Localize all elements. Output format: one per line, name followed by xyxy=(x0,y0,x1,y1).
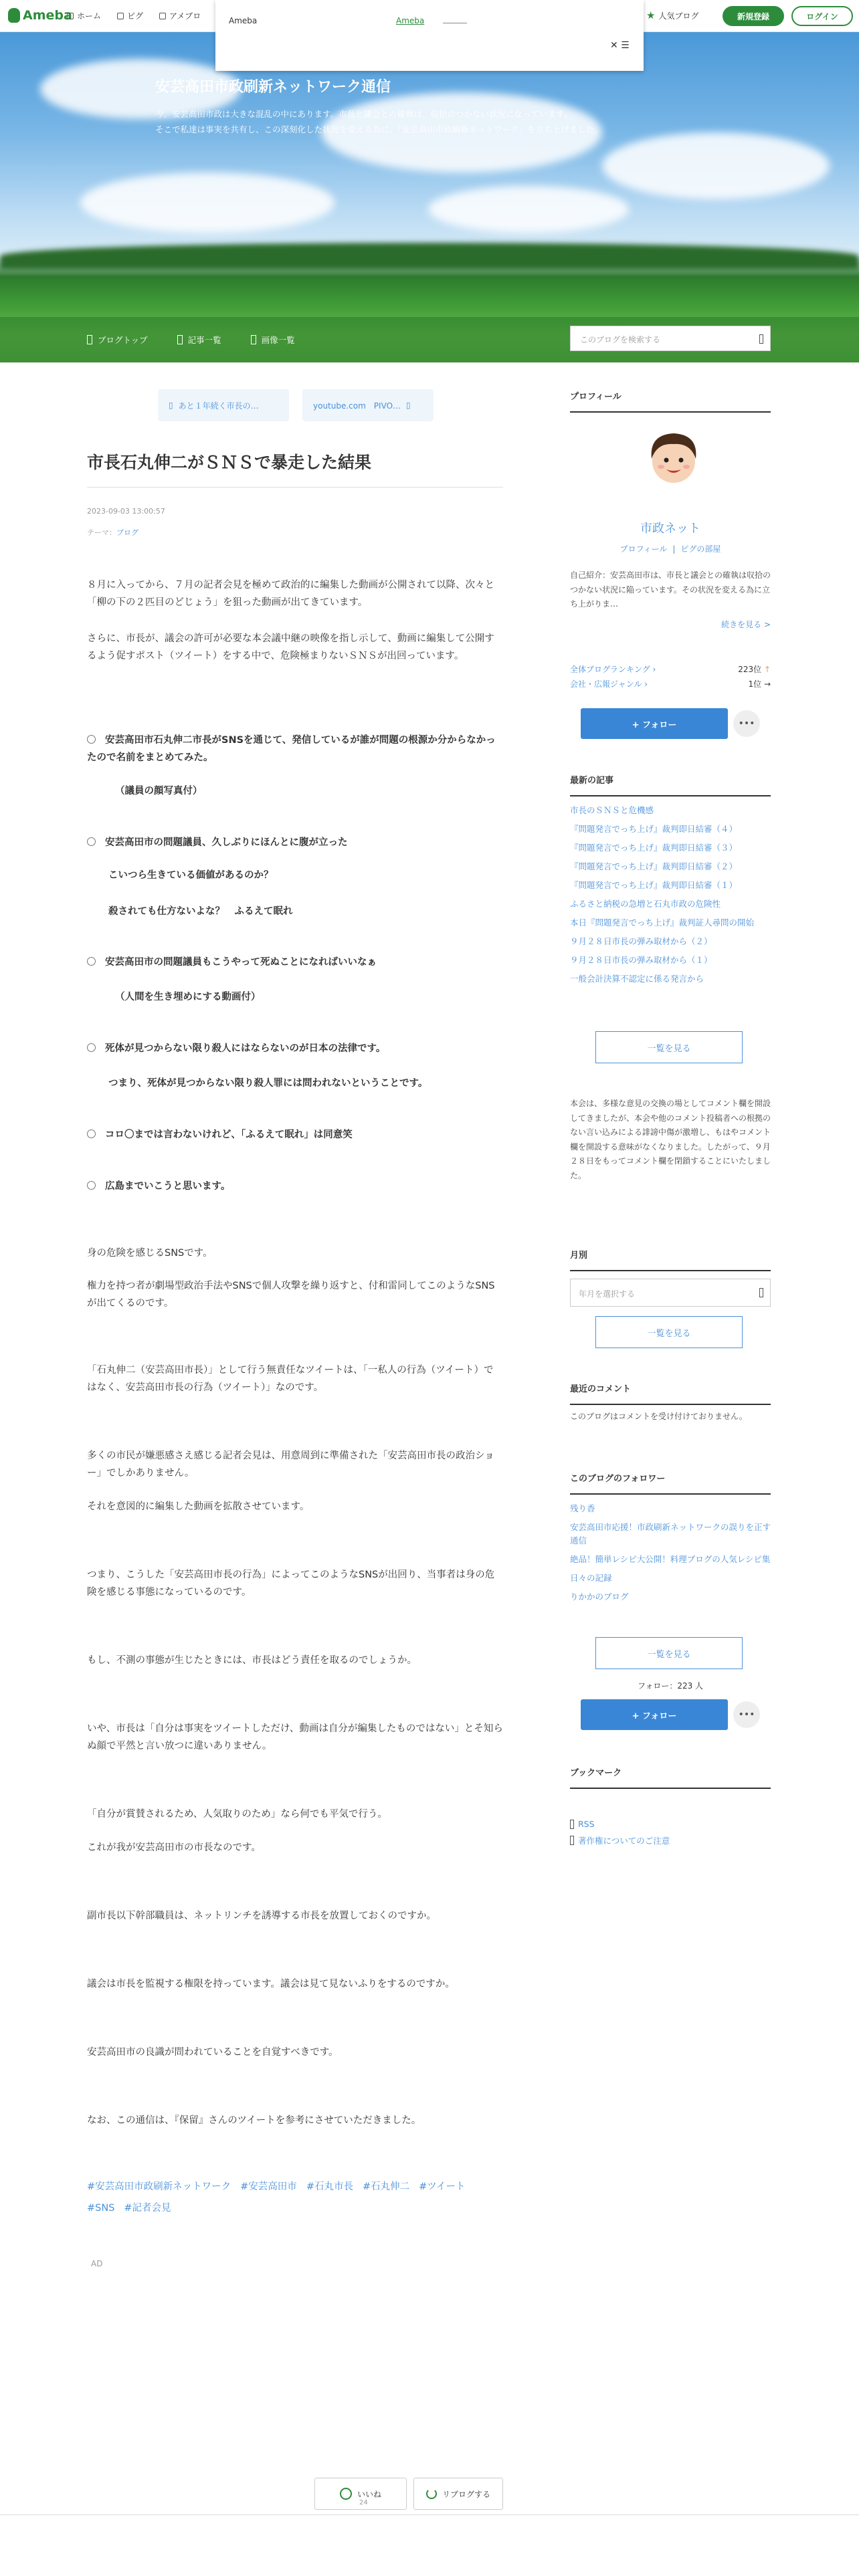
blog-description-line: 今、安芸高田市政は大きな混乱の中にあります。市長と議会との確執は、収拾のつかない状況になっています。 xyxy=(155,109,573,119)
month-select-placeholder: 年月を選択する xyxy=(579,1289,636,1299)
hashtag[interactable]: #安芸高田市 xyxy=(240,2181,297,2192)
recent-entry-link[interactable]: 『問題発言でっち上げ』裁判即日結審（１） xyxy=(570,880,738,890)
copyright-link[interactable] xyxy=(570,1834,771,1846)
recent-all-button[interactable]: 一覧を見る xyxy=(595,1031,743,1063)
home-icon xyxy=(67,13,74,19)
follower-link[interactable]: りかかのブログ xyxy=(570,1592,629,1602)
hashtag[interactable]: #SNS xyxy=(87,2202,115,2214)
more-options-button[interactable]: ••• xyxy=(733,710,760,737)
bullet-icon xyxy=(87,1043,96,1052)
followers-all-button[interactable]: 一覧を見る xyxy=(595,1637,743,1669)
quoted-sns-note: （議員の顔写真付） xyxy=(115,786,203,796)
bullet-icon xyxy=(87,1130,96,1138)
cloud-shape xyxy=(602,132,830,199)
chevron-left-icon: ▯ xyxy=(169,401,173,410)
post-paragraph: 多くの市民が嫌悪感さえ感じる記者会見は、用意周到に準備された「安芸高田市長の政治ショー」でしかありません。 xyxy=(87,1451,494,1479)
quoted-sns-text: コロ〇までは言わないけれど、「ふるえて眠れ」は同意笑 xyxy=(105,1130,353,1140)
prev-entry-label: あと１年続く市長の… xyxy=(178,401,259,411)
search-icon[interactable] xyxy=(759,334,763,344)
post-paragraph: 「石丸伸二（安芸高田市長）」として行う無責任なツイートは、「一私人の行為（ツイート）ではなく、安芸高田市長の行為（ツイート）」なのです。 xyxy=(87,1365,494,1394)
post-paragraph: 安芸高田市の良識が問われていることを自覚すべきです。 xyxy=(87,2047,339,2058)
post-paragraph: いや、市長は「自分は事実をツイートしただけ、動画は自分が編集したものではない」とそ知らぬ顔で平然と言い放つに違いありません。 xyxy=(87,1723,503,1752)
recent-entry-link[interactable]: 『問題発言でっち上げ』裁判即日結審（４） xyxy=(570,824,738,834)
search-placeholder: このブログを検索する xyxy=(580,335,661,344)
list-icon xyxy=(177,335,183,344)
rss-link[interactable] xyxy=(570,1819,771,1829)
tree-line xyxy=(0,243,859,270)
ad-overlay-label: Ameba xyxy=(229,16,258,25)
follow-button[interactable]: + フォロー xyxy=(581,1699,728,1730)
quoted-sns-note: こいつら生きている価値があるのか？ xyxy=(108,870,274,881)
recent-entries-heading: 最新の記事 xyxy=(570,773,771,796)
quoted-sns-item xyxy=(87,732,503,766)
profile-avatar[interactable] xyxy=(637,420,710,494)
recent-entry-link[interactable]: 一般会計決算不認定に係る発言から xyxy=(570,974,704,984)
bullet-icon xyxy=(87,837,96,846)
reblog-button[interactable] xyxy=(413,2478,503,2510)
login-button[interactable]: ログイン xyxy=(791,6,853,26)
bookmark-label: 著作権についてのご注意 xyxy=(578,1836,670,1846)
recent-entry-link[interactable]: 『問題発言でっち上げ』裁判即日結審（２） xyxy=(570,861,738,871)
quoted-sns-text: 広島までいこうと思います。 xyxy=(105,1181,231,1192)
ranking-genre[interactable]: 会社・広報ジャンル › 1位 → xyxy=(570,679,771,689)
quoted-sns-text: 安芸高田市の問題議員、久しぶりにほんとに腹が立った xyxy=(105,837,348,848)
post-paragraph: なお、この通信は、『保留』さんのツイートを参考にさせていただきました。 xyxy=(87,2115,421,2126)
ad-close-icon[interactable]: ✕ ☰ xyxy=(610,40,630,51)
post-paragraph: ８月に入ってから、７月の記者会見を極めて政治的に編集した動画が公開されて以降、次々と「柳の下の２匹目のどじょう」を狙った動画が出てきています。 xyxy=(87,580,494,609)
reaction-bar xyxy=(314,2478,503,2510)
cloud-shape xyxy=(80,173,335,233)
recent-entry-link[interactable]: 『問題発言でっち上げ』裁判即日結審（３） xyxy=(570,843,738,853)
nav-pigg[interactable]: ピグ xyxy=(117,10,143,21)
bookmark-heading: ブックマーク xyxy=(570,1765,771,1789)
nav-home[interactable]: ホーム xyxy=(67,10,101,21)
hashtag[interactable]: #石丸市長 xyxy=(306,2181,353,2192)
ameblo-icon xyxy=(159,13,166,19)
popular-blog-label: 人気ブログ xyxy=(658,11,699,21)
ad-overlay-link[interactable]: Ameba xyxy=(396,16,425,25)
arrow-right-icon: → xyxy=(763,679,771,689)
ranking-label: 会社・広報ジャンル xyxy=(570,679,642,689)
recent-entry-link[interactable]: ふるさと納税の急増と石丸市政の危険性 xyxy=(570,899,721,909)
hashtag[interactable]: #石丸伸二 xyxy=(362,2181,410,2192)
ad-overlay xyxy=(215,0,644,71)
post-paragraph: 身の危険を感じるSNSです。 xyxy=(87,1248,213,1259)
signup-button[interactable]: 新規登録 xyxy=(723,6,784,26)
quoted-sns-note: 殺されても仕方ないよな？ ふるえて眠れ xyxy=(108,906,293,917)
quoted-sns-text: 安芸高田市の問題議員もこうやって死ぬことになればいいなぁ xyxy=(105,957,377,968)
recent-entry-link[interactable]: ９月２８日市長の弾み取材から（２） xyxy=(570,936,712,946)
ranking-value: 1位 xyxy=(748,679,762,689)
popular-blog-link[interactable] xyxy=(646,9,698,21)
reblog-icon xyxy=(426,2488,437,2499)
quoted-sns-text: 安芸高田市石丸伸二市長がSNSを通じて、発信しているが誰が問題の根源か分からなかったので名前をまとめてみた。 xyxy=(87,735,496,764)
bullet-icon xyxy=(87,957,96,966)
document-icon xyxy=(570,1836,574,1845)
arrow-up-icon: ↑ xyxy=(763,665,771,674)
profile-links: プロフィール | ピグの部屋 xyxy=(619,544,721,554)
rss-icon xyxy=(570,1820,574,1829)
quoted-sns-note: つまり、死体が見つからない限り殺人罪には問われないということです。 xyxy=(108,1078,428,1089)
quoted-sns-item xyxy=(87,834,503,851)
ameba-logo[interactable] xyxy=(8,8,72,23)
blog-description-line: そこで私達は事実を共有し、この深刻化した状況を変える為に、「安芸高田市政刷新ネットワーク」を立ち上げました。 xyxy=(155,124,603,134)
bullet-icon xyxy=(87,735,96,744)
star-icon: ★ xyxy=(646,9,656,21)
quoted-sns-note: （人間を生き埋めにする動画付） xyxy=(115,992,261,1002)
post-paragraph: つまり、こうした「安芸高田市長の行為」によってこのようなSNSが出回り、当事者は身の危険を感じる事態になっているのです。 xyxy=(87,1570,495,1598)
recent-entries-list xyxy=(570,804,771,991)
bullet-icon xyxy=(87,1181,96,1190)
followers-count: フォロー：223 人 xyxy=(637,1681,704,1691)
cloud-shape xyxy=(428,186,629,233)
chevron-down-icon xyxy=(759,1288,763,1297)
hashtag[interactable]: #記者会見 xyxy=(124,2202,171,2214)
follow-button[interactable]: + フォロー xyxy=(581,708,728,739)
ad-label: AD xyxy=(91,2259,103,2268)
prev-entry-link[interactable] xyxy=(158,389,289,421)
theme-label: テーマ： xyxy=(87,528,116,537)
pig-room-link[interactable]: ピグの部屋 xyxy=(680,544,721,554)
post-paragraph: もし、不測の事態が生じたときには、市長はどう責任を取るのでしょうか。 xyxy=(87,1655,417,1666)
quoted-sns-item xyxy=(87,954,503,971)
quoted-sns-item xyxy=(87,1178,503,1195)
post-theme xyxy=(87,527,138,538)
hashtag-list xyxy=(87,2177,503,2220)
comments-disabled-text: このブログはコメントを受け付けておりません。 xyxy=(570,1412,747,1421)
recent-entry-link[interactable]: ９月２８日市長の弾み取材から（１） xyxy=(570,955,712,965)
post-paragraph: 議会は市長を監視する権限を持っています。議会は見て見ないふりをするのですか。 xyxy=(87,1979,455,1990)
recent-entry-link[interactable]: 本日『問題発言でっち上げ』裁判証人尋問の開始 xyxy=(570,918,755,928)
pager xyxy=(158,389,434,421)
like-label: いいね xyxy=(357,2489,381,2499)
blog-description xyxy=(155,107,677,137)
nav-ameblo[interactable]: アメブロ xyxy=(159,10,201,21)
image-icon xyxy=(251,335,256,344)
nav-image-list[interactable]: 画像一覧 xyxy=(251,334,295,346)
post-date: 2023-09-03 13:00:57 xyxy=(87,507,165,516)
nav-blog-top[interactable]: ブログトップ xyxy=(87,334,148,346)
chevron-right-icon: ▯ xyxy=(406,401,411,410)
recent-comments-heading: 最近のコメント xyxy=(570,1382,771,1405)
footer-divider xyxy=(0,2514,859,2515)
document-icon xyxy=(87,335,92,344)
more-options-button[interactable]: ••• xyxy=(733,1701,760,1728)
comment-closed-notice: 本会は、多様な意見の交換の場としてコメント欄を開設してきましたが、本会や他のコメント投稿者への根拠のない言い込みによる誹謗中傷が激増し、もはやコメント欄を開設する意味がなくなりました。したがって、９月２８日をもってコメント欄を閉鎖することにいたしました。 xyxy=(570,1099,771,1180)
post-title[interactable]: 市長石丸伸二がＳＮＳで暴走した結果 xyxy=(87,449,503,488)
follower-link[interactable]: 日々の記録 xyxy=(570,1573,612,1583)
hashtag[interactable]: #安芸高田市政刷新ネットワーク xyxy=(87,2181,231,2192)
followers-list xyxy=(570,1502,771,1609)
post-paragraph: 「自分が賞賛されるため、人気取りのため」なら何でも平気で行う。 xyxy=(87,1809,387,1820)
reblog-label: リブログする xyxy=(442,2489,490,2499)
nav-entry-list[interactable]: 記事一覧 xyxy=(177,334,221,346)
recent-entry-link[interactable]: 市長のＳＮＳと危機感 xyxy=(570,805,654,815)
ranking-overall[interactable]: 全体ブログランキング › 223位 ↑ xyxy=(570,665,771,674)
monthly-heading: 月別 xyxy=(570,1248,771,1271)
followers-heading: このブログのフォロワー xyxy=(570,1471,771,1495)
post-paragraph: 権力を持つ者が劇場型政治手法やSNSで個人攻撃を繰り返すと、付和雷同してこのようなSNSが出てくるのです。 xyxy=(87,1281,495,1309)
global-nav xyxy=(67,10,201,21)
quoted-sns-item xyxy=(87,1040,503,1057)
like-count: 24 xyxy=(359,2499,368,2506)
hashtag[interactable]: #ツイート xyxy=(419,2181,466,2192)
read-more-link[interactable]: 続きを見る > xyxy=(721,620,771,629)
follower-link[interactable]: 安芸高田市応援！市政刷新ネットワークの誤りを正す通信 xyxy=(570,1522,771,1545)
profile-heading: プロフィール xyxy=(570,389,771,413)
next-entry-link[interactable] xyxy=(302,389,434,421)
quoted-sns-item xyxy=(87,1126,503,1144)
avatar-illustration xyxy=(637,420,710,494)
next-entry-label: youtube.com PIVO… xyxy=(313,401,401,411)
profile-intro: 自己紹介：安芸高田市は、市長と議会との確執は収拾のつかない状況に陥っています。その状況を変える為に立ち上がりま… xyxy=(570,570,771,609)
logo-text: Ameba xyxy=(23,8,72,23)
ranking-value: 223位 xyxy=(738,665,762,674)
post-paragraph: これが我が安芸高田市の市長なのです。 xyxy=(87,1842,261,1853)
profile-nickname[interactable]: 市政ネット xyxy=(640,522,700,536)
follower-link[interactable]: 絶品！簡単レシピ大公開！料理ブログの人気レシピ集 xyxy=(570,1554,771,1564)
blog-nav xyxy=(87,334,295,346)
quoted-sns-text: 死体が見つからない限り殺人にはならないのが日本の法律です。 xyxy=(105,1043,386,1054)
ranking-label: 全体ブログランキング xyxy=(570,665,650,674)
blog-header-image xyxy=(0,32,859,362)
post-paragraph: 副市長以下幹部職員は、ネットリンチを誘導する市長を放置しておくのですか。 xyxy=(87,1911,436,1921)
theme-link[interactable]: ブログ xyxy=(116,528,138,537)
post-paragraph: それを意図的に編集した動画を拡散させています。 xyxy=(87,1501,310,1512)
like-icon xyxy=(340,2488,352,2500)
post-paragraph: さらに、市長が、議会の許可が必要な本会議中継の映像を指し示して、動画に編集して公開するよう促すポスト（ツイート）をする中で、危険極まりないＳＮＳが出回っています。 xyxy=(87,633,494,662)
like-button[interactable] xyxy=(314,2478,407,2510)
follower-link[interactable]: 残り香 xyxy=(570,1503,595,1513)
profile-link[interactable]: プロフィール xyxy=(619,544,668,554)
bookmark-list xyxy=(570,1819,771,1846)
ameba-frog-icon xyxy=(8,8,20,23)
blog-title[interactable]: 安芸高田市政刷新ネットワーク通信 xyxy=(155,79,391,96)
blog-search-input[interactable] xyxy=(570,326,771,351)
pigg-icon xyxy=(117,13,124,19)
bookmark-label: RSS xyxy=(578,1819,595,1829)
monthly-all-button[interactable]: 一覧を見る xyxy=(595,1316,743,1348)
month-select[interactable] xyxy=(570,1279,771,1307)
